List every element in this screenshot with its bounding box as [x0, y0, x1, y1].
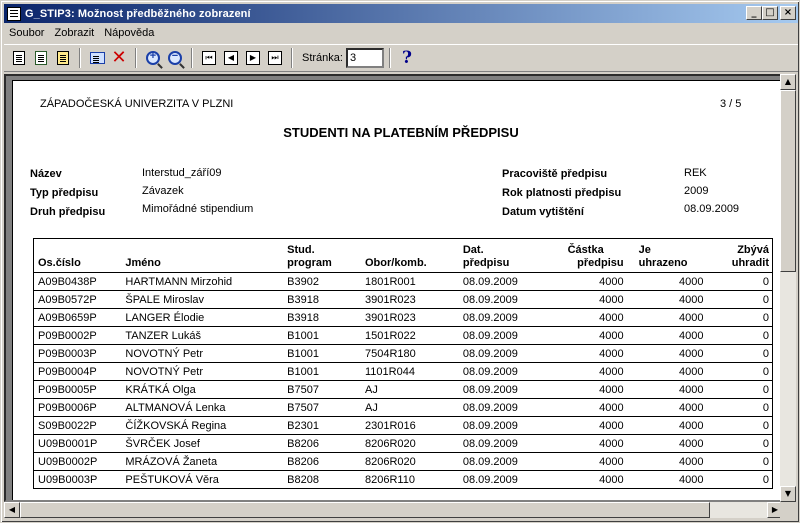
cell-program: B3918: [283, 291, 361, 309]
cell-zbyva: 0: [707, 417, 773, 435]
field-label-datum: Datum vytištění: [502, 206, 584, 218]
cell-jmeno: ŠVRČEK Josef: [121, 435, 283, 453]
table-row: [34, 345, 773, 363]
cell-uhrazeno: 4000: [627, 381, 707, 399]
cell-os-cislo: S09B0022P: [34, 417, 122, 435]
cell-datum: 08.09.2009: [459, 345, 547, 363]
cell-uhrazeno: 4000: [627, 417, 707, 435]
scroll-left-button[interactable]: ◀: [4, 502, 20, 518]
cell-os-cislo: U09B0003P: [34, 471, 122, 489]
field-value-typ: Závazek: [142, 185, 184, 197]
scrollbar-corner: [780, 502, 796, 518]
cell-jmeno: NOVOTNÝ Petr: [121, 345, 283, 363]
cell-zbyva: 0: [707, 327, 773, 345]
cell-jmeno: PEŠTUKOVÁ Věra: [121, 471, 283, 489]
cell-jmeno: MRÁZOVÁ Žaneta: [121, 453, 283, 471]
cell-obor: 8206R110: [361, 471, 459, 489]
cell-os-cislo: P09B0003P: [34, 345, 122, 363]
cell-castka: 4000: [547, 399, 627, 417]
cell-castka: 4000: [547, 327, 627, 345]
horizontal-scroll-thumb[interactable]: [20, 502, 710, 518]
cell-zbyva: 0: [707, 273, 773, 291]
field-label-typ: Typ předpisu: [30, 187, 99, 199]
cell-program: B1001: [283, 345, 361, 363]
help-icon: ?: [401, 48, 412, 68]
toolbar-separator: [389, 48, 391, 68]
cell-jmeno: ALTMANOVÁ Lenka: [121, 399, 283, 417]
cell-obor: 8206R020: [361, 435, 459, 453]
cell-castka: 4000: [547, 417, 627, 435]
cell-datum: 08.09.2009: [459, 399, 547, 417]
cell-obor: 2301R016: [361, 417, 459, 435]
col-zbyva-line2: uhradit: [731, 257, 769, 269]
cell-program: B1001: [283, 327, 361, 345]
cell-datum: 08.09.2009: [459, 291, 547, 309]
zoom-in-button[interactable]: [142, 47, 164, 69]
cell-obor: 1801R001: [361, 273, 459, 291]
field-value-datum: 08.09.2009: [684, 203, 740, 215]
cell-jmeno: HARTMANN Mirzohid: [121, 273, 283, 291]
cell-castka: 4000: [547, 435, 627, 453]
cell-zbyva: 0: [707, 309, 773, 327]
cell-program: B3918: [283, 309, 361, 327]
col-datum-line2: předpisu: [462, 257, 510, 269]
zoom-in-glyph: +: [149, 50, 157, 62]
toolbar-separator: [135, 48, 137, 68]
table-row: [34, 435, 773, 453]
print-icon: [13, 51, 25, 65]
table-row: [34, 291, 773, 309]
cell-program: B3902: [283, 273, 361, 291]
cell-program: B2301: [283, 417, 361, 435]
students-table: [33, 238, 773, 489]
col-datum-line1: Dat.: [462, 244, 484, 256]
field-label-nazev: Název: [30, 168, 62, 180]
cell-datum: 08.09.2009: [459, 273, 547, 291]
cell-program: B8206: [283, 453, 361, 471]
col-datum: [459, 239, 547, 273]
next-page-button[interactable]: [242, 47, 264, 69]
prev-page-button[interactable]: [220, 47, 242, 69]
cell-uhrazeno: 4000: [627, 435, 707, 453]
cell-castka: 4000: [547, 345, 627, 363]
col-castka-line1: Částka: [567, 244, 604, 256]
app-document-icon: [7, 7, 21, 21]
cell-jmeno: TANZER Lukáš: [121, 327, 283, 345]
cell-datum: 08.09.2009: [459, 435, 547, 453]
cell-castka: 4000: [547, 363, 627, 381]
maximize-button[interactable]: □: [762, 6, 778, 20]
menu-napoveda[interactable]: Nápověda: [104, 27, 155, 39]
cell-jmeno: ČÍŽKOVSKÁ Regina: [121, 417, 283, 435]
cell-zbyva: 0: [707, 435, 773, 453]
cell-uhrazeno: 4000: [627, 291, 707, 309]
help-button[interactable]: [396, 47, 418, 69]
scroll-down-button[interactable]: ▼: [780, 486, 796, 502]
table-row: [34, 381, 773, 399]
cell-castka: 4000: [547, 309, 627, 327]
col-uhrazeno-line2: uhrazeno: [638, 257, 688, 269]
cell-zbyva: 0: [707, 453, 773, 471]
col-program: [283, 239, 361, 273]
cell-obor: 7504R180: [361, 345, 459, 363]
menu-bar: [4, 24, 159, 42]
close-preview-button[interactable]: [108, 47, 130, 69]
cell-zbyva: 0: [707, 345, 773, 363]
export-icon: [57, 51, 69, 65]
zoom-out-button[interactable]: [164, 47, 186, 69]
col-jmeno: Jméno: [121, 239, 283, 273]
cell-uhrazeno: 4000: [627, 363, 707, 381]
cell-program: B8208: [283, 471, 361, 489]
cell-obor: 3901R023: [361, 309, 459, 327]
page-label: Stránka:: [302, 52, 343, 64]
page-number-input[interactable]: 3: [346, 48, 384, 68]
preview-area: [4, 74, 783, 502]
toolbar-separator: [291, 48, 293, 68]
col-program-line2: program: [287, 257, 332, 269]
cell-program: B7507: [283, 399, 361, 417]
window-title: G_STIP3: Možnost předběžného zobrazení: [25, 7, 251, 20]
cell-zbyva: 0: [707, 381, 773, 399]
cell-uhrazeno: 4000: [627, 345, 707, 363]
col-obor: Obor/komb.: [361, 239, 459, 273]
cell-zbyva: 0: [707, 471, 773, 489]
col-castka-line2: předpisu: [577, 257, 624, 269]
page-indicator: 3 / 5: [720, 98, 742, 110]
university-name: ZÁPADOČESKÁ UNIVERZITA V PLZNI: [40, 98, 234, 110]
cell-datum: 08.09.2009: [459, 471, 547, 489]
vertical-scrollbar[interactable]: [780, 74, 796, 502]
field-label-rok: Rok platnosti předpisu: [502, 187, 622, 199]
cell-zbyva: 0: [707, 363, 773, 381]
print-setup-icon: [35, 51, 47, 65]
last-page-button[interactable]: [264, 47, 286, 69]
table-row: [34, 327, 773, 345]
cell-os-cislo: P09B0006P: [34, 399, 122, 417]
table-row: [34, 309, 773, 327]
cell-datum: 08.09.2009: [459, 417, 547, 435]
col-zbyva: [707, 239, 773, 273]
field-value-druh: Mimořádné stipendium: [142, 203, 254, 215]
page-setup-icon: [90, 52, 105, 64]
vertical-scroll-thumb[interactable]: [780, 90, 796, 272]
cell-os-cislo: U09B0001P: [34, 435, 122, 453]
cell-program: B1001: [283, 363, 361, 381]
field-value-pracoviste: REK: [684, 167, 707, 179]
cell-datum: 08.09.2009: [459, 453, 547, 471]
cell-os-cislo: A09B0572P: [34, 291, 122, 309]
cell-castka: 4000: [547, 453, 627, 471]
col-program-line1: Stud.: [287, 244, 315, 256]
cell-os-cislo: U09B0002P: [34, 453, 122, 471]
cell-zbyva: 0: [707, 399, 773, 417]
horizontal-scrollbar[interactable]: [4, 502, 783, 518]
cell-jmeno: KRÁTKÁ Olga: [121, 381, 283, 399]
cell-program: B8206: [283, 435, 361, 453]
cell-program: B7507: [283, 381, 361, 399]
cell-datum: 08.09.2009: [459, 363, 547, 381]
cell-os-cislo: A09B0659P: [34, 309, 122, 327]
table-header-row: [34, 239, 773, 273]
toolbar: [4, 44, 798, 72]
next-page-icon: ▶: [246, 51, 260, 65]
cell-jmeno: LANGER Élodie: [121, 309, 283, 327]
first-page-button[interactable]: [198, 47, 220, 69]
table-row: [34, 471, 773, 489]
table-row: [34, 417, 773, 435]
cell-uhrazeno: 4000: [627, 309, 707, 327]
cell-castka: 4000: [547, 291, 627, 309]
cell-os-cislo: P09B0002P: [34, 327, 122, 345]
table-body: [34, 273, 773, 489]
cell-castka: 4000: [547, 471, 627, 489]
cell-obor: 3901R023: [361, 291, 459, 309]
last-page-icon: ⏭: [268, 51, 282, 65]
report-title: STUDENTI NA PLATEBNÍM PŘEDPISU: [283, 125, 519, 140]
field-label-druh: Druh předpisu: [30, 206, 106, 218]
cell-obor: 8206R020: [361, 453, 459, 471]
cell-datum: 08.09.2009: [459, 381, 547, 399]
cell-castka: 4000: [547, 381, 627, 399]
field-label-pracoviste: Pracoviště předpisu: [502, 168, 608, 180]
table-row: [34, 273, 773, 291]
cell-uhrazeno: 4000: [627, 399, 707, 417]
scroll-right-button[interactable]: ▶: [767, 502, 783, 518]
cell-obor: AJ: [361, 399, 459, 417]
toolbar-separator: [79, 48, 81, 68]
col-castka: [547, 239, 627, 273]
cell-castka: 4000: [547, 273, 627, 291]
cell-datum: 08.09.2009: [459, 327, 547, 345]
zoom-out-glyph: −: [171, 50, 179, 62]
prev-page-icon: ◀: [224, 51, 238, 65]
table-row: [34, 363, 773, 381]
print-button[interactable]: [8, 47, 30, 69]
close-window-button[interactable]: ×: [780, 6, 796, 20]
table-row: [34, 399, 773, 417]
cell-os-cislo: P09B0005P: [34, 381, 122, 399]
cell-uhrazeno: 4000: [627, 327, 707, 345]
menu-zobrazit[interactable]: Zobrazit: [54, 27, 95, 39]
col-zbyva-line1: Zbývá: [737, 244, 769, 256]
col-os-cislo: Os.číslo: [34, 239, 122, 273]
col-uhrazeno: [627, 239, 707, 273]
zoom-in-icon: [146, 51, 160, 65]
zoom-out-icon: [168, 51, 182, 65]
report-page: [12, 80, 783, 502]
minimize-button[interactable]: _: [746, 6, 762, 20]
cell-zbyva: 0: [707, 291, 773, 309]
col-uhrazeno-line1: Je: [638, 244, 651, 256]
cell-obor: AJ: [361, 381, 459, 399]
close-x-icon: ✕: [111, 47, 127, 68]
cell-obor: 1101R044: [361, 363, 459, 381]
cell-uhrazeno: 4000: [627, 273, 707, 291]
cell-datum: 08.09.2009: [459, 309, 547, 327]
toolbar-separator: [191, 48, 193, 68]
menu-soubor[interactable]: Soubor: [9, 27, 45, 39]
field-value-nazev: Interstud_září09: [142, 167, 222, 179]
cell-jmeno: ŠPALE Miroslav: [121, 291, 283, 309]
window-controls: [746, 6, 796, 20]
print-setup-button[interactable]: [30, 47, 52, 69]
cell-os-cislo: P09B0004P: [34, 363, 122, 381]
cell-os-cislo: A09B0438P: [34, 273, 122, 291]
field-value-rok: 2009: [684, 185, 709, 197]
scroll-up-button[interactable]: ▲: [780, 74, 796, 90]
cell-obor: 1501R022: [361, 327, 459, 345]
export-button[interactable]: [52, 47, 74, 69]
cell-jmeno: NOVOTNÝ Petr: [121, 363, 283, 381]
first-page-icon: ⏮: [202, 51, 216, 65]
cell-uhrazeno: 4000: [627, 453, 707, 471]
page-setup-button[interactable]: [86, 47, 108, 69]
title-bar[interactable]: [4, 4, 798, 23]
table-row: [34, 453, 773, 471]
cell-uhrazeno: 4000: [627, 471, 707, 489]
